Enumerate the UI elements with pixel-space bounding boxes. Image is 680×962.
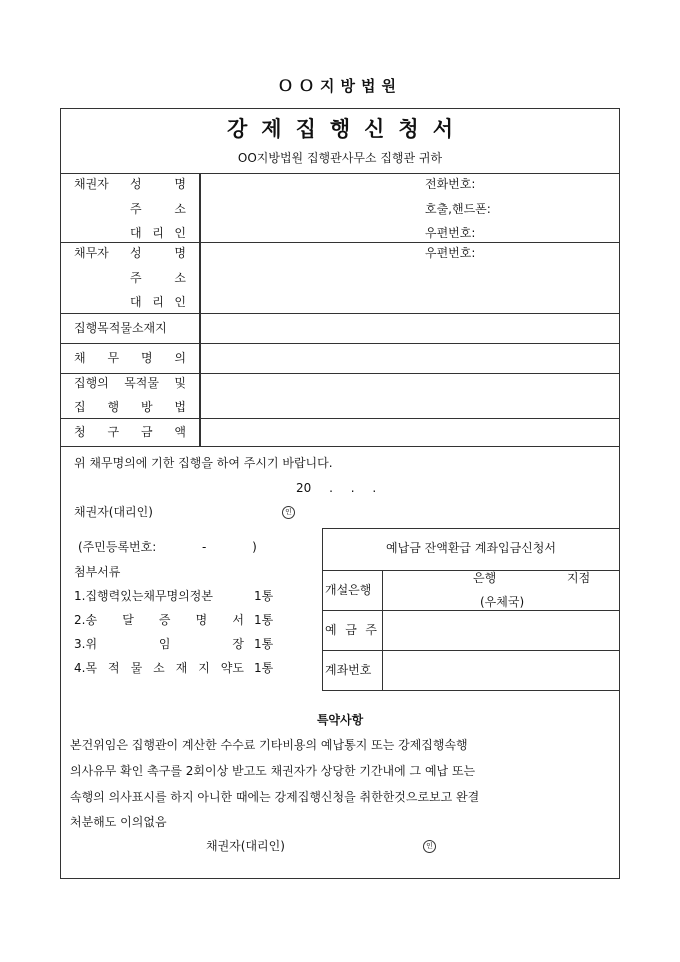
attachment-item: 1.집행력있는채무명의정본 [74,589,213,603]
form-title: 강제집행신청서 [226,116,468,141]
special-heading: 특약사항 [316,713,364,727]
date-field[interactable]: 20 . . . [296,481,377,495]
creditor-address-label: 주 소 [130,202,186,216]
creditor-agent-label: 대 리 인 [130,226,186,240]
special-text-line: 의사유무 확인 촉구를 2회이상 받고도 채권자가 상당한 기간내에 그 예납 또는 [70,764,476,778]
special-text-line: 본건위임은 집행관이 계산한 수수료 기타비용의 예납통지 또는 강제집행속행 [70,738,468,752]
creditor-postal-field[interactable]: 우편번호: [425,226,476,240]
bank-field[interactable]: 은행 [473,571,497,585]
creditor-mobile-field[interactable]: 호출,핸드폰: [425,202,491,216]
debtor-postal-field[interactable]: 우편번호: [425,246,476,260]
special-text-line: 속행의 의사표시를 하지 아니한 때에는 강제집행신청을 취한한것으로보고 완결 [70,790,480,804]
refund-title: 예납금 잔액환급 계좌입금신청서 [386,541,556,555]
attachment-item: 3.위 임 장 [74,637,244,651]
attachment-item: 4.목 적 물 소 재 지 약도 [74,661,244,675]
request-text: 위 채무명의에 기한 집행을 하여 주시기 바랍니다. [74,456,333,470]
location-label: 집행목적물소재지 [74,321,167,335]
resident-number-field[interactable]: (주민등록번호: - ) [78,540,257,554]
attachment-count: 1통 [254,637,274,651]
creditor-label: 채권자 [74,177,109,191]
debtor-label: 채무자 [74,246,109,260]
object-label-line2: 집 행 방 법 [74,400,186,414]
title-of-debt-label: 채 무 명 의 [74,351,186,365]
account-label: 계좌번호 [325,663,372,677]
branch-field[interactable]: 지점 [567,571,591,585]
attachment-count: 1통 [254,661,274,675]
debtor-name-label: 성 명 [130,246,186,260]
creditor-name-label: 성 명 [130,177,186,191]
attachment-count: 1통 [254,613,274,627]
seal-icon: 인 [423,840,436,853]
amount-label: 청 구 금 액 [74,425,186,439]
special-text-line: 처분해도 이의없음 [70,815,167,829]
signer-label: 채권자(대리인) [74,505,153,519]
addressee: OO지방법원 집행관사무소 집행관 귀하 [237,151,443,165]
court-name: ＯＯ지방법원 [278,77,402,95]
seal-icon: 인 [282,506,295,519]
creditor-phone-field[interactable]: 전화번호: [425,177,476,191]
object-label-line1: 집행의 목적물 및 [74,376,186,390]
post-office-label: (우체국) [480,595,525,609]
bank-label: 개설은행 [325,583,372,597]
attachment-item: 2.송 달 증 명 서 [74,613,244,627]
attachments-heading: 첨부서류 [74,565,121,579]
holder-label: 예 금 주 [325,623,377,637]
attachment-count: 1통 [254,589,274,603]
debtor-address-label: 주 소 [130,271,186,285]
special-signer-label: 채권자(대리인) [206,839,285,853]
debtor-agent-label: 대 리 인 [130,295,186,309]
